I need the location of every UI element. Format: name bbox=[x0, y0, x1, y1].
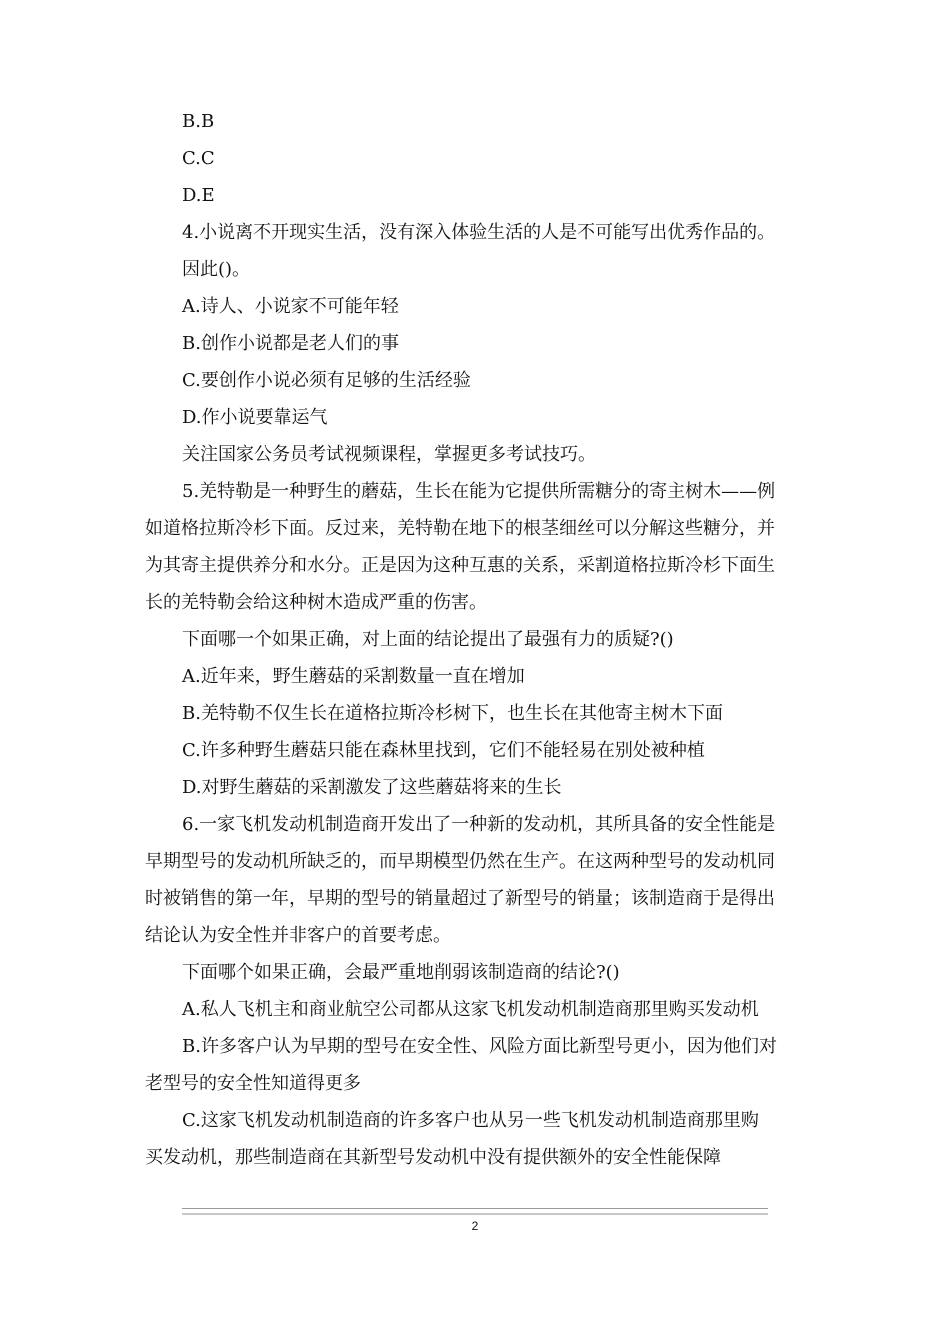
question-4-stem: 4.小说离不开现实生活，没有深入体验生活的人是不可能写出优秀作品的。 bbox=[182, 222, 776, 243]
question-4-prompt: 因此()。 bbox=[182, 259, 251, 280]
question-5-stem-cont: 为其寄主提供养分和水分。正是因为这种互惠的关系，采割道格拉斯冷杉下面生 bbox=[145, 555, 775, 576]
page-body bbox=[145, 103, 811, 1176]
question-6-stem: 6.一家飞机发动机制造商开发出了一种新的发动机，其所具备的安全性能是 bbox=[182, 814, 776, 835]
question-6-stem-cont: 时被销售的第一年，早期的型号的销量超过了新型号的销量；该制造商于是得出 bbox=[145, 888, 775, 909]
option-line: D.作小说要靠运气 bbox=[182, 407, 328, 428]
option-line-cont: 老型号的安全性知道得更多 bbox=[145, 1073, 361, 1094]
option-line: D.E bbox=[182, 185, 215, 206]
option-line: D.对野生蘑菇的采割激发了这些蘑菇将来的生长 bbox=[182, 777, 562, 798]
option-line: B.许多客户认为早期的型号在安全性、风险方面比新型号更小，因为他们对 bbox=[182, 1036, 777, 1057]
option-line: B.羌特勒不仅生长在道格拉斯冷杉树下，也生长在其他寄主树木下面 bbox=[182, 703, 723, 724]
option-line: A.私人飞机主和商业航空公司都从这家飞机发动机制造商那里购买发动机 bbox=[182, 999, 759, 1020]
option-line-cont: 买发动机，那些制造商在其新型号发动机中没有提供额外的安全性能保障 bbox=[145, 1147, 721, 1168]
option-line: A.近年来，野生蘑菇的采割数量一直在增加 bbox=[182, 666, 525, 687]
question-5-prompt: 下面哪一个如果正确，对上面的结论提出了最强有力的质疑?() bbox=[182, 629, 674, 650]
question-6-stem-cont: 早期型号的发动机所缺乏的，而早期模型仍然在生产。在这两种型号的发动机同 bbox=[145, 851, 775, 872]
option-line: C.这家飞机发动机制造商的许多客户也从另一些飞机发动机制造商那里购 bbox=[182, 1110, 759, 1131]
question-6-stem-cont: 结论认为安全性并非客户的首要考虑。 bbox=[145, 925, 451, 946]
option-line: C.许多种野生蘑菇只能在森林里找到，它们不能轻易在别处被种植 bbox=[182, 740, 705, 761]
option-line: B.B bbox=[182, 111, 215, 132]
question-6-prompt: 下面哪个如果正确，会最严重地削弱该制造商的结论?() bbox=[182, 962, 620, 983]
question-5-stem-cont: 如道格拉斯冷杉下面。反过来，羌特勒在地下的根茎细丝可以分解这些糖分，并 bbox=[145, 518, 775, 539]
promo-note: 关注国家公务员考试视频课程，掌握更多考试技巧。 bbox=[182, 444, 596, 465]
option-line: B.创作小说都是老人们的事 bbox=[182, 333, 399, 354]
question-5-stem: 5.羌特勒是一种野生的蘑菇，生长在能为它提供所需糖分的寄主树木——例 bbox=[182, 481, 776, 502]
option-line: C.C bbox=[182, 148, 215, 169]
page-number: 2 bbox=[471, 1219, 479, 1233]
footer-divider bbox=[182, 1208, 768, 1215]
option-line: C.要创作小说必须有足够的生活经验 bbox=[182, 370, 471, 391]
question-5-stem-cont: 长的羌特勒会给这种树木造成严重的伤害。 bbox=[145, 592, 487, 613]
option-line: A.诗人、小说家不可能年轻 bbox=[182, 296, 399, 317]
